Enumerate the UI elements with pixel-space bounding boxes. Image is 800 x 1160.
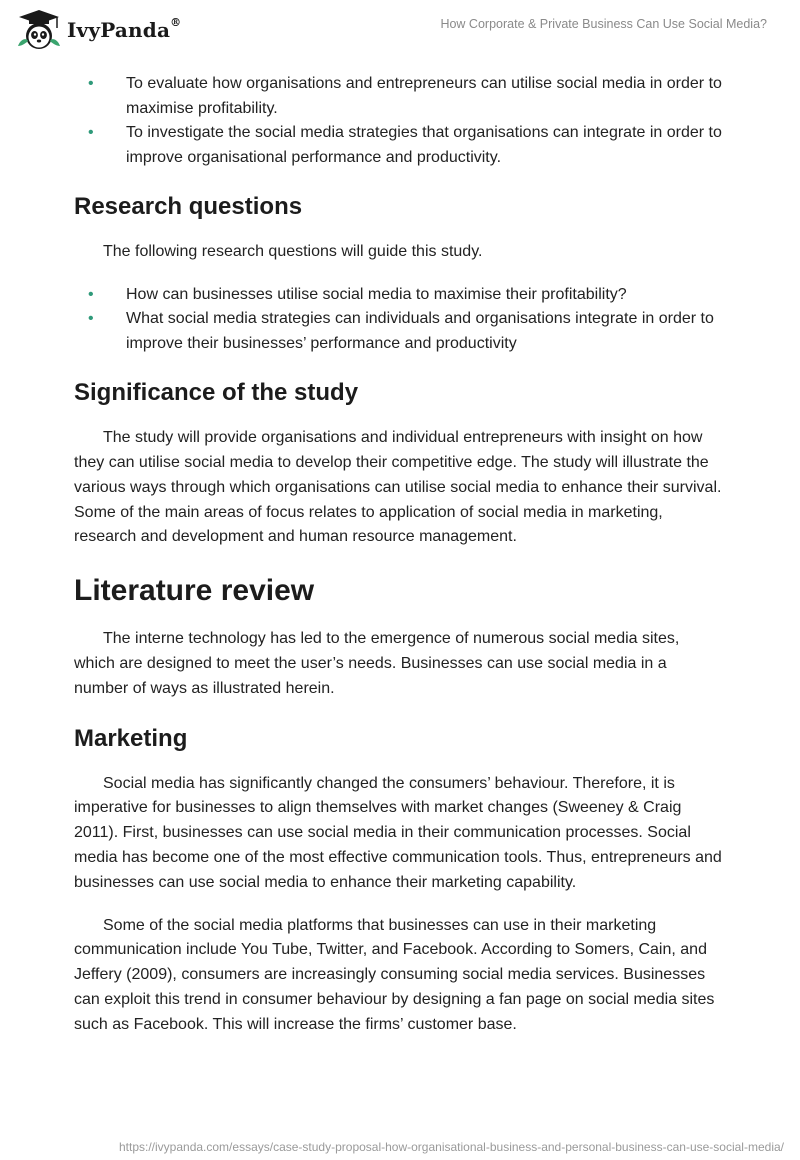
list-item: • How can businesses utilise social media to maximise their profitability? — [74, 283, 724, 308]
significance-paragraph: The study will provide organisations and individual entrepreneurs with insight on how they can utilise social media to develop their competitive edge. The study will illustrate the various ways through which organisations can utilise social media to enhance their survival. Some of the main areas of focus relates to application of social media in marketing, research and development and human resource management. — [74, 429, 722, 546]
section-heading-marketing: Marketing — [74, 724, 188, 752]
bullet-dot-icon: • — [88, 124, 94, 141]
bullet-dot-icon: • — [88, 75, 94, 92]
bullet-dot-icon: • — [88, 285, 94, 303]
page-header — [0, 0, 800, 64]
marketing-paragraph-1: Social media has significantly changed the consumers’ behaviour. Therefore, it is imperative for businesses to align themselves with market changes (Sweeney & Craig 2011). First, businesses can use social media in their communication processes. Social media has become one of the most effective communication tools. Thus, entrepreneurs and businesses can use social media to enhance their marketing capability. — [74, 774, 722, 891]
ivypanda-logo[interactable] — [15, 8, 181, 52]
objectives-list — [74, 72, 724, 170]
section-heading-research-questions: Research questions — [74, 193, 303, 220]
document-title: How Corporate & Private Business Can Use Social Media? — [440, 17, 767, 31]
logo-wordmark: IvyPanda® — [67, 16, 182, 42]
list-item: • To evaluate how organisations and entrepreneurs can utilise social media in order to maximise profitability. — [74, 72, 724, 121]
research-questions-list — [74, 283, 724, 357]
section-heading-literature-review: Literature review — [74, 574, 315, 608]
marketing-paragraph-2: Some of the social media platforms that businesses can use in their marketing communication include You Tube, Twitter, and Facebook. According to Somers, Cain, and Jeffery (2009), consumers are increasingly consuming social media services. Businesses can exploit this trend in consumer behaviour by designing a fan page on social media sites such as Facebook. This will increase the firms’ customer base. — [74, 916, 715, 1033]
list-item: • To investigate the social media strategies that organisations can integrate in order to improve organisational performance and productivity. — [74, 121, 724, 170]
research-questions-intro: The following research questions will guide this study. — [103, 243, 483, 260]
bullet-dot-icon: • — [88, 310, 94, 328]
panda-graduate-icon — [15, 8, 63, 52]
section-heading-significance: Significance of the study — [74, 379, 359, 407]
list-item: • What social media strategies can individuals and organisations integrate in order to improve their businesses’ performance and productivity — [74, 307, 724, 356]
page-footer-url[interactable]: https://ivypanda.com/essays/case-study-proposal-how-organisational-business-and-personal-business-can-use-social-media/ — [119, 1140, 784, 1154]
literature-paragraph: The interne technology has led to the emergence of numerous social media sites, which are designed to meet the user’s needs. Businesses can use social media in a number of ways as illustrated herein. — [74, 630, 680, 697]
document-body — [74, 72, 724, 1038]
